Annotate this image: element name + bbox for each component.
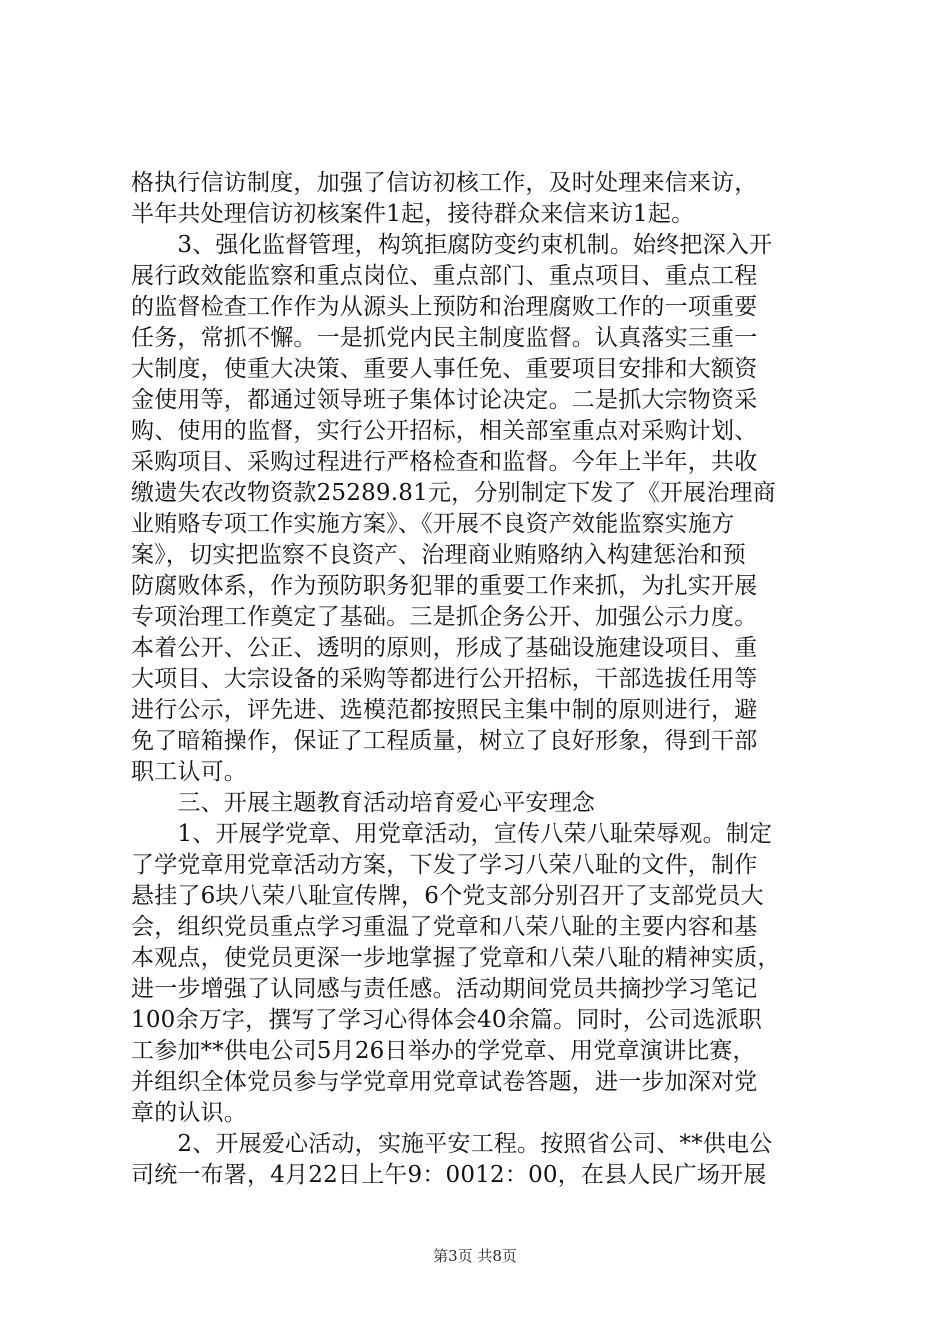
text-line: 进行公示，评先进、选模范都按照民主集中制的原则进行，避 <box>131 697 758 723</box>
text-line: 免了暗箱操作，保证了工程质量，树立了良好形象，得到干部 <box>131 728 758 754</box>
text-line: 职工认可。 <box>131 759 247 785</box>
text-line: 大制度，使重大决策、重要人事任免、重要项目安排和大额资 <box>131 356 758 382</box>
page-footer: 第3页 共8页 <box>433 1247 517 1265</box>
text-line: 会，组织党员重点学习重温了党章和八荣八耻的主要内容和基 <box>131 914 758 940</box>
text-line: 3、强化监督管理，构筑拒腐防变约束机制。始终把深入开 <box>131 232 773 258</box>
text-line: 格执行信访制度，加强了信访初核工作，及时处理来信来访， <box>131 170 758 196</box>
text-line: 案》，切实把监察不良资产、治理商业贿赂纳入构建惩治和预 <box>131 542 746 568</box>
text-line: 本着公开、公正、透明的原则，形成了基础设施建设项目、重 <box>131 635 758 661</box>
text-line: 采购项目、采购过程进行严格检查和监督。今年上半年，共收 <box>131 449 758 475</box>
text-line: 购、使用的监督，实行公开招标，相关部室重点对采购计划、 <box>131 418 758 444</box>
text-line: 半年共处理信访初核案件1起，接待群众来信来访1起。 <box>131 201 695 227</box>
text-line: 100余万字，撰写了学习心得体会40余篇。同时，公司选派职 <box>131 1007 762 1033</box>
text-line: 2、开展爱心活动，实施平安工程。按照省公司、**供电公 <box>131 1131 773 1157</box>
text-line: 的监督检查工作作为从源头上预防和治理腐败工作的一项重要 <box>131 294 758 320</box>
body-text <box>131 168 831 1191</box>
text-line: 悬挂了6块八荣八耻宣传牌，6个党支部分别召开了支部党员大 <box>131 883 764 909</box>
text-line: 金使用等，都通过领导班子集体讨论决定。二是抓大宗物资采 <box>131 387 758 413</box>
text-line: 工参加**供电公司5月26日举办的学党章、用党章演讲比赛， <box>131 1038 756 1064</box>
text-line: 章的认识。 <box>131 1100 247 1126</box>
text-line: 防腐败体系，作为预防职务犯罪的重要工作来抓，为扎实开展 <box>131 573 758 599</box>
text-line: 司统一布署，4月22日上午9：0012：00，在县人民广场开展 <box>131 1162 767 1188</box>
text-line: 缴遗失农改物资款25289.81元，分别制定下发了《开展治理商 <box>131 480 776 506</box>
text-line: 展行政效能监察和重点岗位、重点部门、重点项目、重点工程 <box>131 263 758 289</box>
text-line: 1、开展学党章、用党章活动，宣传八荣八耻荣辱观。制定 <box>131 821 773 847</box>
text-line: 进一步增强了认同感与责任感。活动期间党员共摘抄学习笔记 <box>131 976 758 1002</box>
text-line: 专项治理工作奠定了基础。三是抓企务公开、加强公示力度。 <box>131 604 758 630</box>
section-heading: 三、开展主题教育活动培育爱心平安理念 <box>131 790 595 816</box>
text-line: 了学党章用党章活动方案，下发了学习八荣八耻的文件，制作 <box>131 852 758 878</box>
text-line: 本观点，使党员更深一步地掌握了党章和八荣八耻的精神实质， <box>131 945 781 971</box>
text-line: 任务，常抓不懈。一是抓党内民主制度监督。认真落实三重一 <box>131 325 758 351</box>
text-line: 大项目、大宗设备的采购等都进行公开招标，干部选拔任用等 <box>131 666 758 692</box>
text-line: 并组织全体党员参与学党章用党章试卷答题，进一步加深对党 <box>131 1069 758 1095</box>
text-line: 业贿赂专项工作实施方案》、《开展不良资产效能监察实施方 <box>131 511 735 537</box>
